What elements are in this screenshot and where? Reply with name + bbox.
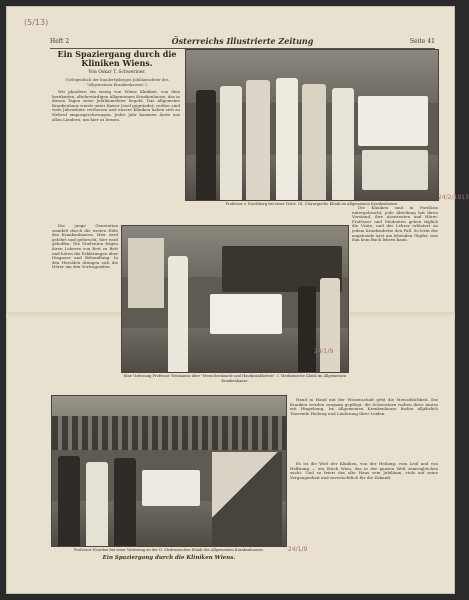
article-byline: Von Oskar T. Schweriner. (88, 70, 146, 75)
archive-stamp-3: 24/1/9 (288, 546, 308, 553)
newspaper-page (6, 6, 469, 594)
text-column-5 (290, 462, 438, 544)
header-issue: Heft 2 (50, 38, 70, 45)
text-column-4 (290, 398, 438, 458)
text-column-3 (352, 206, 438, 396)
caption-photo-1: Professor v. Eiselsberg bei einer Visite. III. Chirurgische Klinik im Allgemeinen Krankenhause. (225, 202, 399, 206)
archive-stamp-1: 24/2/1913 (438, 194, 469, 201)
paragraph: Die Kliniken sind in Pavillons untergebracht; jede Abteilung hat ihren Vorstand, ihre Assistenten und Hörer. Professor und Studenten gehen täglich die Visite, und der Lehrer erläutert an jedem Krankenbette den Fall. So lernt der angehende Arzt am lebenden Objekt, was ihm kein Buch lehren kann. (352, 205, 438, 243)
article-title (52, 50, 182, 68)
article-title-line1: Ein Spaziergang durch die (57, 49, 177, 59)
text-column-1 (52, 90, 180, 220)
article-subnote: (Gelegentlich der hundertjährigen Jubiläumsfeier des "Allgemeinen Krankenhauses".) (65, 77, 169, 87)
photo-visit-ward (186, 50, 438, 200)
bottom-title: Ein Spaziergang durch die Kliniken Wiens. (102, 555, 236, 561)
archive-stamp-2: 24/1/9 (314, 348, 334, 355)
article-title-line2: Kliniken Wiens. (81, 58, 153, 68)
paragraph: Die junge Generation wandelt durch die weiten Höfe des Krankenhauses. Hier wird gelehrt und geforscht, hier wird geholfen. Die Studenten folgen ihren Lehrern von Bett zu Bett und hören die Erklärungen über Diagnose und Behandlung. In den Hörsälen drängen sich die Hörer um den Vortragenden. (52, 223, 118, 270)
paragraph: Hand in Hand mit der Wissenschaft geht die Menschlichkeit. Die Kranken werden sorgsam gepflegt, die Schwestern walten ihres Amtes mit Hingebung. Im Allgemeinen Krankenhause finden alljährlich Tausende Heilung und Linderung ihrer Leiden. (290, 397, 438, 416)
paragraph: Wir plaudern ein wenig von Wiens Kliniken, von dem berühmten, altehrwürdigen Allgemeinen Krankenhause, das in diesen Tagen seine Jubiläumsfeier begeht. Das Allgemeine Krankenhaus wurde unter Kaiser Josef gegründet; seither sind viele Jahrzehnte verflossen und unsere Kliniken haben sich zu Weltruf emporgeschwungen. Jedes Jahr kommen Ärzte aus allen Ländern, um hier zu lernen. (52, 89, 180, 122)
photo-amphitheater (52, 396, 286, 546)
text-column-2 (52, 224, 118, 399)
header-masthead: Österreichs Illustrierte Zeitung (171, 36, 314, 46)
handwritten-note-top: (5/13) (24, 18, 49, 27)
header-page-number: Seite 41 (409, 38, 435, 45)
paragraph: Es ist die Welt der Kliniken, von der Heilung, vom Leid und von Hoffnung — ein Stück Wien, das in der ganzen Welt seinesgleichen sucht. Und so feiert das alte Haus sein Jubiläum, stolz auf seine Vergangenheit und zuversichtlich für die Zukunft. (290, 461, 438, 480)
caption-photo-3: Professor Noorden bei einer Vorlesung an der II. Medizinischen Klinik des Allgemeinen Krankenhauses. (74, 548, 264, 552)
page-header (50, 36, 435, 49)
caption-photo-2: Eine Vorlesung Professor Neumanns über "Menschenkunde und Hautkrankheiten". I. Medizinische Klinik im Allgemeinen Krankenhause. (123, 374, 347, 383)
